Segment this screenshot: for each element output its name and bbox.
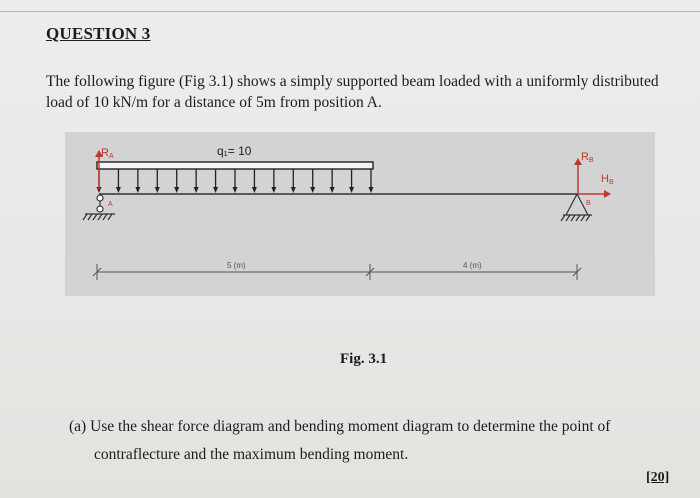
- reaction-a-label: RA: [101, 147, 114, 160]
- load-arrow: [194, 169, 199, 193]
- load-arrow: [213, 169, 218, 193]
- load-arrow: [252, 169, 257, 193]
- question-title: QUESTION 3: [46, 24, 151, 43]
- point-b-label: B: [586, 200, 591, 207]
- load-arrow: [155, 169, 160, 193]
- support-b: [561, 194, 592, 221]
- marks-badge: [20]: [646, 470, 670, 485]
- horizontal-reaction-b-label: HB: [601, 173, 614, 186]
- dimension-label-2: 4 (m): [463, 261, 482, 270]
- load-arrow: [369, 169, 374, 193]
- part-a-line-2: contraflecture and the maximum bending moment.: [94, 446, 409, 463]
- load-arrow: [135, 169, 140, 193]
- top-rule: [0, 11, 700, 12]
- load-arrow: [233, 169, 238, 193]
- load-label: q₁= 10: [217, 144, 252, 158]
- load-arrow: [271, 169, 276, 193]
- part-a-line-1: (a) Use the shear force diagram and bending moment diagram to determine the point of: [69, 418, 611, 435]
- beam-figure: [65, 132, 655, 296]
- dimension-label-1: 5 (m): [227, 261, 246, 270]
- load-arrow: [291, 169, 296, 193]
- figure-caption: Fig. 3.1: [340, 351, 388, 367]
- horizontal-reaction-b-arrow: [578, 190, 611, 198]
- reaction-b-arrow: [574, 158, 582, 194]
- load-arrow: [330, 169, 335, 193]
- beam-diagram: [65, 132, 655, 296]
- load-arrow: [116, 169, 121, 193]
- reaction-b-label: RB: [581, 151, 594, 164]
- distributed-load: [97, 162, 374, 193]
- load-arrow: [349, 169, 354, 193]
- load-arrows: [97, 169, 374, 193]
- question-intro: The following figure (Fig 3.1) shows a simply supported beam loaded with a uniformly distributed load of 10 kN/m for a distance of 5m from position A.: [46, 73, 659, 111]
- load-arrow: [174, 169, 179, 193]
- point-a-label: A: [108, 201, 113, 208]
- load-arrow: [310, 169, 315, 193]
- dimension-line: [93, 264, 581, 280]
